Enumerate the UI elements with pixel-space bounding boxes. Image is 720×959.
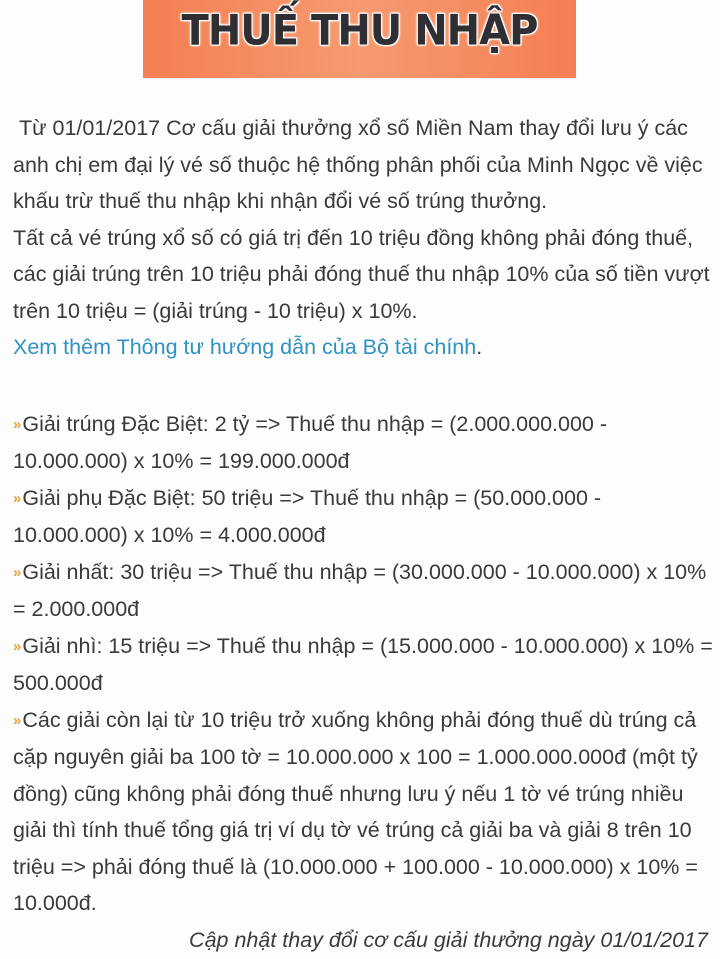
ministry-circular-link[interactable]: Xem thêm Thông tư hướng dẫn của Bộ tài chính	[13, 335, 477, 359]
bullet-text: Giải nhất: 30 triệu => Thuế thu nhập = (30.000.000 - 10.000.000) x 10% = 2.000.000đ	[13, 559, 707, 621]
double-chevron-icon: »	[13, 563, 19, 581]
title-banner	[143, 0, 576, 78]
list-item	[13, 406, 713, 480]
bullet-text: Các giải còn lại từ 10 triệu trở xuống không phải đóng thuế dù trúng cả cặp nguyên giải ba 100 tờ = 10.000.000 x 100 = 1.000.000.000đ (một tỷ đồng) cũng không phải đóng thuế nhưng lưu ý nếu 1 tờ vé trúng nhiều giải thì tính thuế tổng giá trị ví dụ tờ vé trúng cả giải ba và giải 8 trên 10 triệu => phải đóng thuế là (10.000.000 + 100.000 - 10.000.000) x 10% = 10.000đ.	[13, 707, 698, 915]
double-chevron-icon: »	[13, 489, 19, 507]
banner-title: THUẾ THU NHẬP	[181, 6, 538, 56]
list-item	[13, 702, 713, 922]
bullet-text: Giải nhì: 15 triệu => Thuế thu nhập = (15.000.000 - 10.000.000) x 10% = 500.000đ	[13, 633, 713, 695]
update-note: Cập nhật thay đổi cơ cấu giải thưởng ngày 01/01/2017	[189, 928, 708, 952]
list-item	[13, 480, 713, 554]
bullet-text: Giải trúng Đặc Biệt: 2 tỷ => Thuế thu nhập = (2.000.000.000 - 10.000.000) x 10% = 199.000.000đ	[13, 411, 608, 473]
list-item	[13, 554, 713, 628]
article-content	[13, 110, 713, 922]
tax-rule-paragraph: Tất cả vé trúng xổ số có giá trị đến 10 triệu đồng không phải đóng thuế, các giải trúng trên 10 triệu phải đóng thuế thu nhập 10% của số tiền vượt trên 10 triệu = (giải trúng - 10 triệu) x 10%.	[13, 225, 710, 323]
list-item	[13, 628, 713, 702]
double-chevron-icon: »	[13, 415, 19, 433]
link-paragraph	[13, 329, 713, 366]
intro-paragraph: Từ 01/01/2017 Cơ cấu giải thưởng xổ số Miền Nam thay đổi lưu ý các anh chị em đại lý vé số thuộc hệ thống phân phối của Minh Ngọc về việc khấu trừ thuế thu nhập khi nhận đổi vé số trúng thưởng.	[13, 116, 703, 213]
link-suffix: .	[476, 335, 483, 359]
bullet-text: Giải phụ Đặc Biệt: 50 triệu => Thuế thu nhập = (50.000.000 - 10.000.000) x 10% = 4.000.000đ	[13, 485, 602, 547]
double-chevron-icon: »	[13, 637, 19, 655]
spacer	[13, 366, 713, 406]
double-chevron-icon: »	[13, 711, 19, 729]
